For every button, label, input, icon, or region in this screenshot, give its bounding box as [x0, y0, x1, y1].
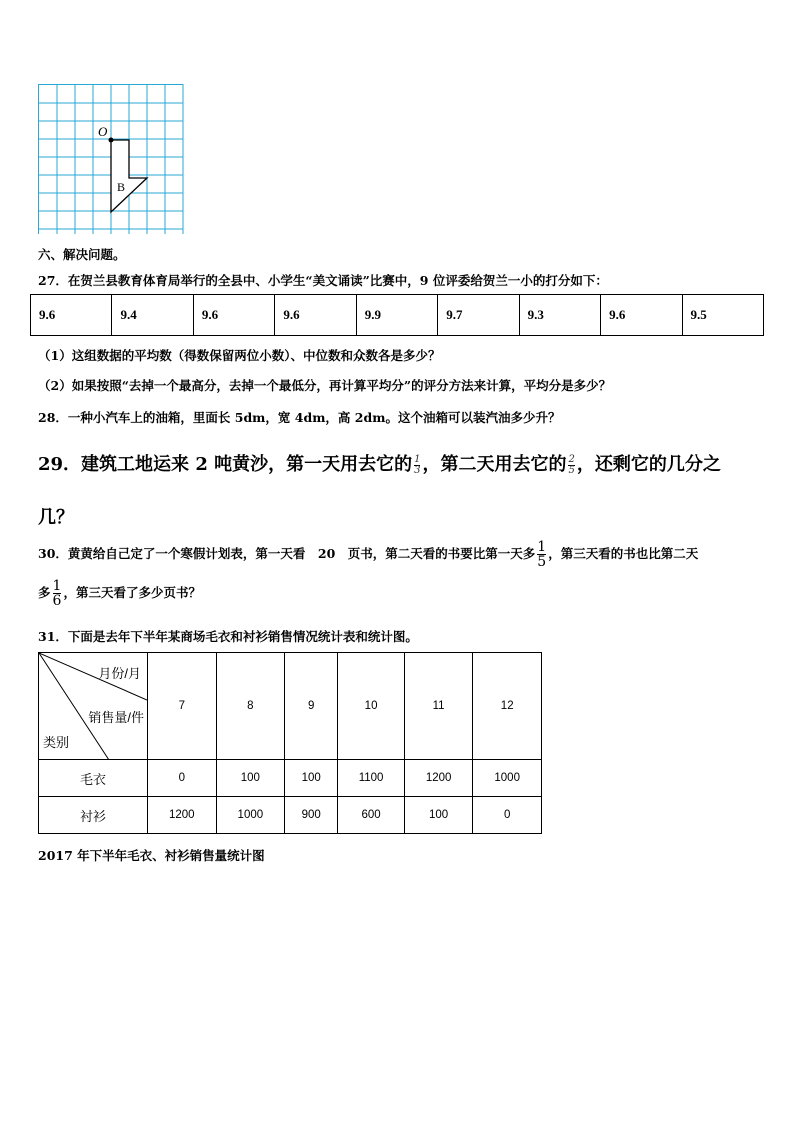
- row-label: 毛衣: [39, 760, 148, 797]
- month-header: 10: [338, 653, 405, 760]
- table-cell: 100: [216, 760, 285, 797]
- q29-part3: ，还剩它的几分之: [576, 454, 721, 475]
- month-header: 12: [473, 653, 542, 760]
- q29-part1: 29．建筑工地运来 2 吨黄沙，第一天用去它的: [38, 454, 413, 475]
- table-cell: 0: [473, 797, 542, 834]
- table-cell: 1000: [473, 760, 542, 797]
- q30-part2: ，第三天看的书也比第二天: [548, 546, 699, 561]
- q29-part2: ，第二天用去它的: [422, 454, 567, 475]
- q29-fraction-2: $\frac{2}{5}$: [568, 453, 575, 476]
- table-cell: 100: [285, 760, 338, 797]
- score-cell: 9.9: [356, 295, 437, 336]
- header-category: 类别: [43, 735, 70, 750]
- header-month: 月份/月: [98, 666, 141, 681]
- table-cell: 900: [285, 797, 338, 834]
- score-cell: 9.3: [519, 295, 600, 336]
- q30-line2-suffix: ，第三天看了多少页书？: [63, 585, 201, 600]
- month-header: 9: [285, 653, 338, 760]
- table-cell: 1100: [338, 760, 405, 797]
- q29-line1: [38, 450, 721, 476]
- origin-point: [109, 138, 114, 143]
- q30-line1: [38, 540, 698, 569]
- table-cell: 1000: [216, 797, 285, 834]
- diagonal-header-cell: [39, 653, 148, 760]
- table-cell: 1200: [148, 797, 217, 834]
- table-cell: 0: [148, 760, 217, 797]
- q30-fraction-2: $\frac{1}{6}$: [52, 578, 62, 609]
- score-cell: 9.6: [601, 295, 682, 336]
- q30-line2-prefix: 多: [38, 585, 51, 600]
- section-title: 六、解决问题。: [38, 247, 126, 262]
- q30-line2: [38, 579, 201, 608]
- score-cell: 9.5: [682, 295, 764, 336]
- table-cell: 1200: [404, 760, 473, 797]
- month-header: 7: [148, 653, 217, 760]
- score-cell: 9.6: [275, 295, 356, 336]
- q27-sub1: （1）这组数据的平均数（得数保留两位小数）、中位数和众数各是多少？: [38, 348, 441, 363]
- table-row: [39, 760, 542, 797]
- table-cell: 600: [338, 797, 405, 834]
- month-header: 8: [216, 653, 285, 760]
- shape-label: B: [117, 180, 126, 194]
- q30-part1: 30．黄黄给自己定了一个寒假计划表，第一天看 20 页书，第二天看的书要比第一天多: [38, 546, 536, 561]
- table-row: [39, 797, 542, 834]
- q30-fraction-1: $\frac{1}{5}$: [537, 539, 547, 570]
- table-cell: 100: [404, 797, 473, 834]
- score-cell: 9.7: [438, 295, 519, 336]
- q29-fraction-1: $\frac{1}{3}$: [414, 453, 421, 476]
- scores-table: [30, 294, 764, 336]
- row-label: 衬衫: [39, 797, 148, 834]
- score-cell: 9.6: [193, 295, 274, 336]
- q28-text: 28．一种小汽车上的油箱，里面长 5dm，宽 4dm，高 2dm。这个油箱可以装汽油多少升？: [38, 410, 561, 425]
- origin-label: O: [98, 124, 108, 139]
- month-header: 11: [404, 653, 473, 760]
- q31-text: 31．下面是去年下半年某商场毛衣和衬衫销售情况统计表和统计图。: [38, 629, 418, 644]
- score-cell: 9.6: [31, 295, 112, 336]
- q27-text: 27．在贺兰县教育体育局举行的全县中、小学生“美文诵读”比赛中，9 位评委给贺兰一小的打分如下：: [38, 273, 608, 288]
- chart-title: 2017 年下半年毛衣、衬衫销售量统计图: [38, 848, 265, 863]
- sales-table: [38, 652, 542, 834]
- score-cell: 9.4: [112, 295, 193, 336]
- header-sales: 销售量/件: [88, 710, 144, 725]
- grid-figure: [38, 84, 188, 236]
- q27-sub2: （2）如果按照“去掉一个最高分，去掉一个最低分，再计算平均分”的评分方法来计算，平均分是多少？: [38, 378, 612, 393]
- q29-line2: 几？: [38, 507, 74, 528]
